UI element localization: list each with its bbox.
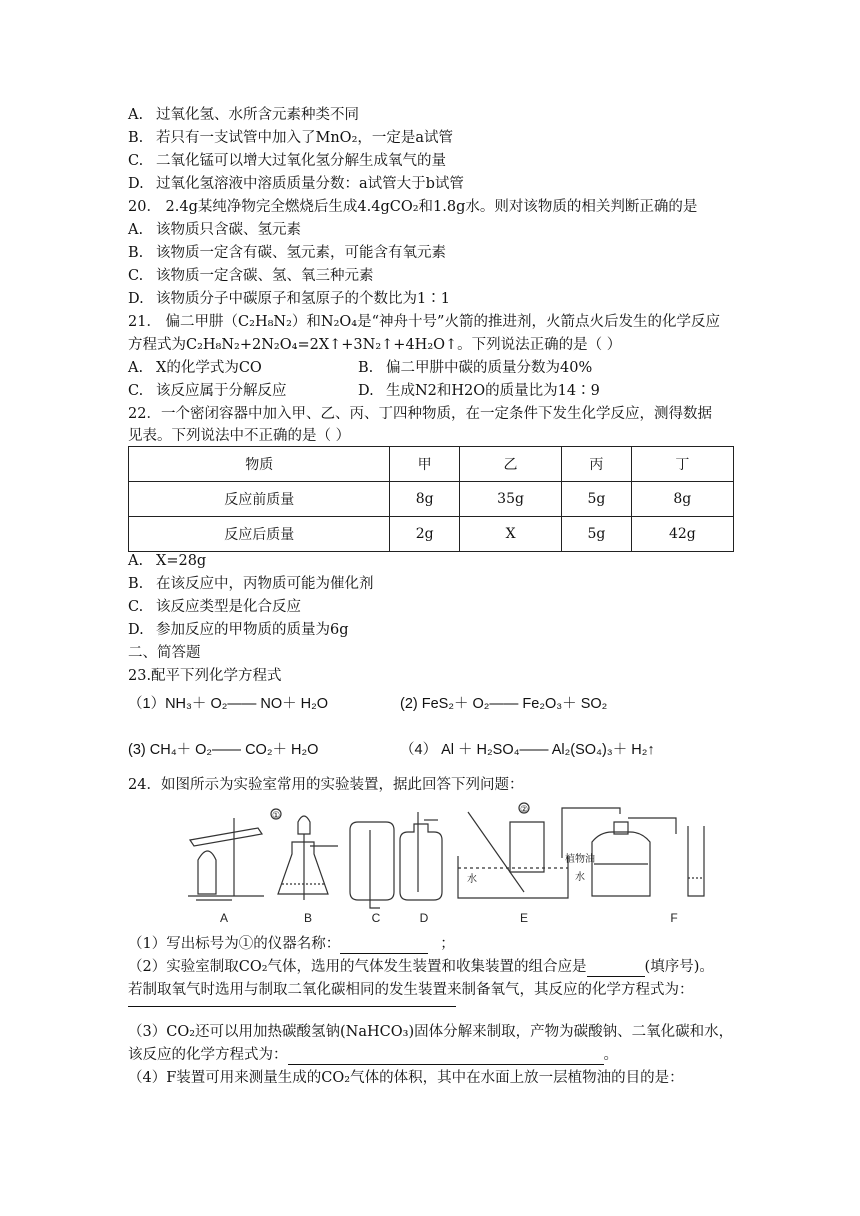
q24-stem: 24．如图所示为实验室常用的实验装置，据此回答下列问题： — [128, 777, 524, 793]
table-cell: 反应后质量 — [129, 517, 390, 552]
apparatus-a-stand — [188, 818, 264, 900]
q22-stem-line1: 22．一个密闭容器中加入甲、乙、丙、丁四种物质，在一定条件下发生化学反应，测得数据 — [128, 406, 712, 422]
table-cell: 丁 — [631, 447, 733, 482]
q22-option-d: D. 参加反应的甲物质的质量为6g — [128, 622, 349, 638]
equation-3: (3) CH₄＋ O₂—— CO₂＋ H₂O — [128, 742, 319, 758]
table-row — [129, 482, 734, 517]
table-cell: 5g — [562, 482, 631, 517]
water-label-e: 水 — [467, 874, 477, 885]
table-cell: 8g — [390, 482, 459, 517]
q23-stem: 23.配平下列化学方程式 — [128, 668, 282, 684]
q24-part3-line2: 该反应的化学方程式为： 。 — [128, 1047, 618, 1063]
table-cell: 反应前质量 — [129, 482, 390, 517]
q22-option-b: B. 在该反应中，丙物质可能为催化剂 — [128, 576, 374, 592]
q20-stem: 20． 2.4g某纯净物完全燃烧后生成4.4gCO₂和1.8g水。则对该物质的相关判断正确的是 — [128, 199, 698, 215]
q21-option-c: C. 该反应属于分解反应 — [128, 383, 287, 399]
table-cell: 物质 — [129, 447, 390, 482]
q19-option-a: A. 过氧化氢、水所含元素种类不同 — [128, 107, 359, 123]
q21-stem-line1: 21． 偏二甲肼（C₂H₈N₂）和N₂O₄是“神舟十号”火箭的推进剂，火箭点火后发生的化学反应 — [128, 314, 720, 330]
table-cell: 甲 — [390, 447, 459, 482]
q24-part1: （1）写出标号为①的仪器名称： ； — [128, 936, 455, 952]
answer-blank-4[interactable] — [288, 1064, 604, 1065]
answer-blank-2[interactable] — [587, 976, 645, 977]
equation-1: （1）NH₃＋ O₂—— NO＋ H₂O — [128, 696, 329, 712]
q24-part4: （4）F装置可用来测量生成的CO₂气体的体积，其中在水面上放一层植物油的目的是： — [128, 1070, 684, 1086]
table-cell: 42g — [631, 517, 733, 552]
q22-stem-line2: 见表。下列说法中不正确的是（ ） — [128, 428, 351, 444]
q21-option-b: B. 偏二甲肼中碳的质量分数为40% — [358, 360, 593, 376]
table-cell: 乙 — [459, 447, 561, 482]
table-cell: 5g — [562, 517, 631, 552]
q24-part2-cont: 若制取氧气时选用与制取二氧化碳相同的发生装置来制备氧气，其反应的化学方程式为： — [128, 982, 694, 998]
apparatus-c-bottle — [350, 822, 394, 908]
mass-table — [128, 446, 734, 552]
q21-stem-line2: 方程式为C₂H₈N₂+2N₂O₄=2X↑+3N₂↑+4H₂O↑。下列说法正确的是（ ） — [128, 337, 622, 353]
figure-label-d: D — [419, 911, 429, 925]
mark-2: ② — [519, 804, 529, 814]
oil-label-f: 植物油 — [565, 854, 595, 865]
table-cell: 8g — [631, 482, 733, 517]
figure-label-a: A — [219, 911, 229, 925]
q22-option-a: A. X=28g — [128, 553, 207, 569]
q22-option-c: C. 该反应类型是化合反应 — [128, 599, 301, 615]
q20-option-c: C. 该物质一定含碳、氢、氧三种元素 — [128, 268, 374, 284]
answer-blank-3[interactable] — [128, 1006, 456, 1007]
figure-label-e: E — [519, 911, 529, 925]
apparatus-b-flask — [271, 809, 338, 900]
figure-label-b: B — [303, 911, 313, 925]
mark-1: ① — [271, 810, 281, 820]
q20-option-d: D. 该物质分子中碳原子和氢原子的个数比为1∶1 — [128, 291, 450, 307]
table-cell: 丙 — [562, 447, 631, 482]
figure-label-f: F — [670, 911, 678, 925]
table-cell: 35g — [459, 482, 561, 517]
q20-option-b: B. 该物质一定含有碳、氢元素，可能含有氧元素 — [128, 245, 446, 261]
table-row — [129, 517, 734, 552]
apparatus-d-bottle — [400, 812, 442, 900]
q24-part2: （2）实验室制取CO₂气体，选用的气体发生装置和收集装置的组合应是 (填序号)。 — [128, 959, 714, 975]
table-cell: X — [459, 517, 561, 552]
table-cell: 2g — [390, 517, 459, 552]
equation-2: (2) FeS₂＋ O₂—— Fe₂O₃＋ SO₂ — [400, 696, 608, 712]
lab-apparatus-figure — [168, 800, 716, 925]
q20-option-a: A. 该物质只含碳、氢元素 — [128, 222, 301, 238]
water-label-f: 水 — [575, 872, 585, 883]
q19-option-b: B. 若只有一支试管中加入了MnO₂，一定是a试管 — [128, 130, 454, 146]
q21-option-d: D. 生成N2和H2O的质量比为14∶9 — [358, 383, 600, 399]
q19-option-d: D. 过氧化氢溶液中溶质质量分数：a试管大于b试管 — [128, 176, 464, 192]
table-header-row — [129, 447, 734, 482]
figure-label-c: C — [371, 911, 381, 925]
equation-4: （4） Al ＋ H₂SO₄—— Al₂(SO₄)₃＋ H₂↑ — [400, 742, 655, 758]
q24-part3-line1: （3）CO₂还可以用加热碳酸氢钠(NaHCO₃)固体分解来制取，产物为碳酸钠、二氧化碳和水， — [128, 1024, 734, 1040]
answer-blank-1[interactable] — [340, 953, 428, 954]
section-heading: 二、简答题 — [128, 645, 201, 661]
q19-option-c: C. 二氧化锰可以增大过氧化氢分解生成氧气的量 — [128, 153, 446, 169]
q21-option-a: A. X的化学式为CO — [128, 360, 262, 376]
